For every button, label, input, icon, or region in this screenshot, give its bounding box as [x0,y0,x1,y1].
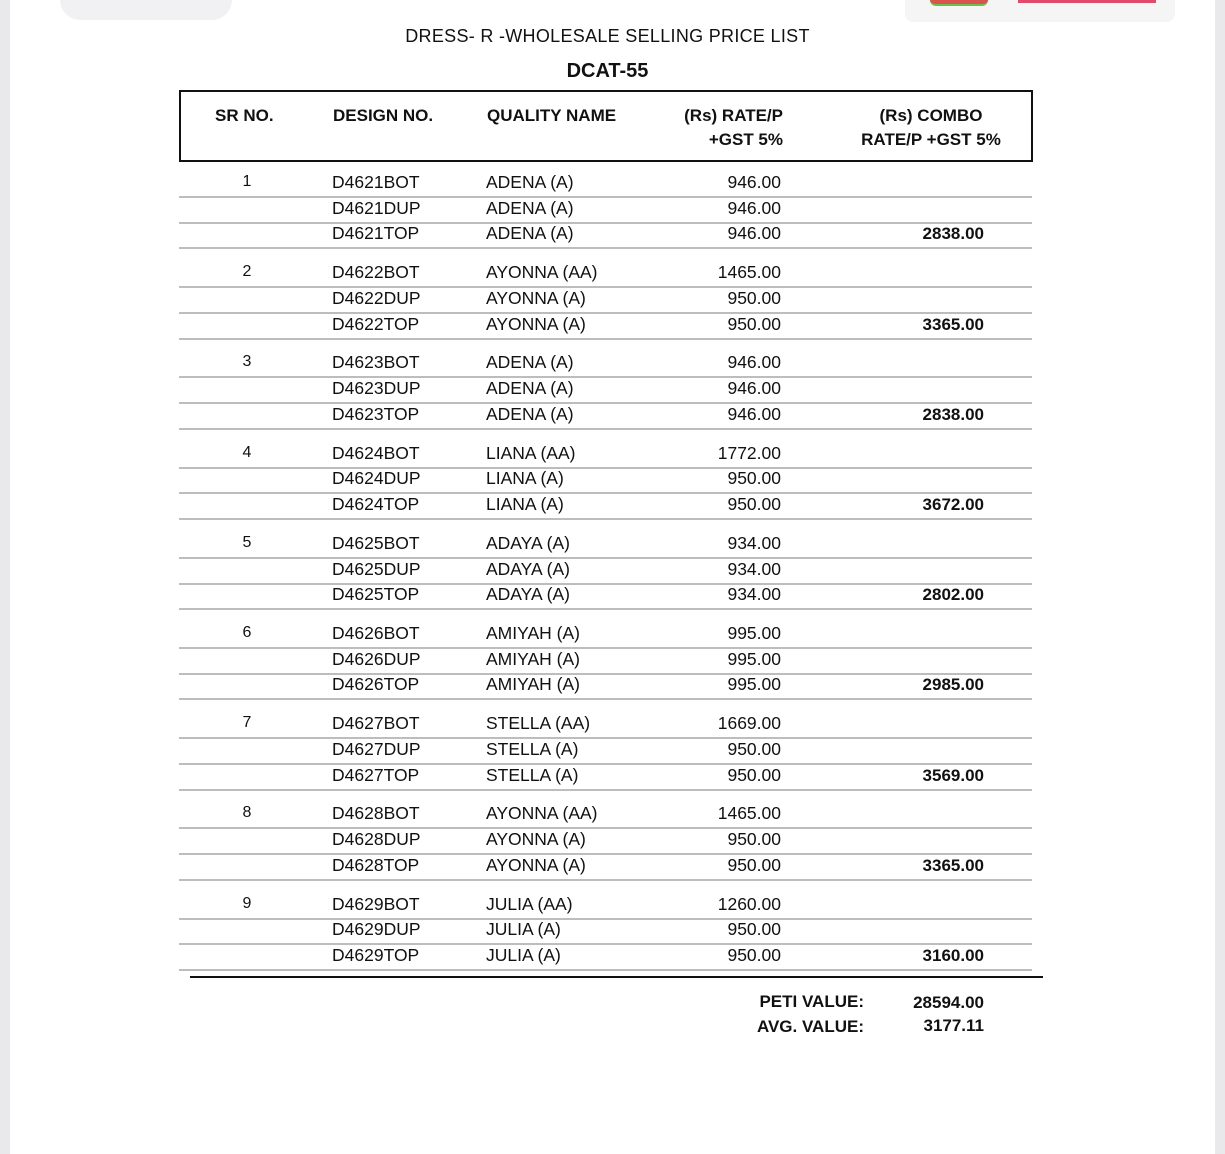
header-rate-line2: +GST 5% [708,130,783,149]
table-row [179,583,1032,609]
quality-name-cell: STELLA (A) [486,764,579,785]
catalog-code [0,60,1195,83]
rate-cell: 950.00 [727,494,781,514]
rate-cell: 946.00 [727,403,781,424]
table-row [179,764,1032,790]
rate-cell: 946.00 [727,352,781,373]
sr-no-cell: 7 [242,714,252,732]
rate-cell: 934.00 [727,584,781,605]
header-design-no: DESIGN NO. [333,106,434,125]
quality-name-cell: JULIA (AA) [486,893,573,914]
row-divider [179,969,1032,971]
rate-cell: 950.00 [727,764,781,785]
quality-name-cell: AYONNA (AA) [486,803,598,824]
quality-name-cell: AMIYAH (A) [486,648,580,669]
design-no-cell: D4628TOP [332,854,420,875]
rate-cell: 995.00 [727,648,781,669]
document-title [0,26,1195,47]
rate-cell: 1669.00 [717,713,781,734]
combo-rate-cell: 2838.00 [922,404,984,424]
sr-no-cell: 5 [242,533,252,551]
design-no-cell: D4622BOT [332,262,420,283]
design-no-cell: D4624TOP [332,494,420,514]
row-divider [179,879,1032,881]
rate-cell: 1260.00 [717,893,781,914]
row-divider [179,608,1032,610]
quality-name-cell: AMIYAH (A) [486,623,580,643]
quality-name-cell: ADENA (A) [486,378,574,399]
catalog-code-text: DCAT-55 [566,60,649,82]
design-no-cell: D4629TOP [332,945,420,965]
header-combo-line1: (Rs) COMBO [879,106,983,125]
header-combo-line2: RATE/P +GST 5% [861,130,1001,149]
rate-cell: 934.00 [727,558,781,579]
quality-name-cell: AYONNA (A) [486,854,586,875]
quality-name-cell: AYONNA (A) [486,829,586,850]
quality-name-cell: AYONNA (A) [486,287,586,308]
peti-value: 28594.00 [913,993,984,1012]
design-no-cell: D4625BOT [332,532,420,553]
quality-name-cell: ADENA (A) [486,172,574,192]
design-no-cell: D4623BOT [332,352,420,373]
rate-cell: 950.00 [727,738,781,759]
sr-no-cell: 6 [242,624,252,641]
sr-no-cell: 4 [242,443,252,461]
table-row [179,738,1032,764]
design-no-cell: D4626DUP [332,648,421,669]
design-no-cell: D4628DUP [332,829,421,850]
design-no-cell: D4623DUP [332,378,421,399]
header-combo [841,104,1021,152]
quality-name-cell: ADAYA (A) [486,584,570,605]
peti-value-label: PETI VALUE: [759,992,864,1011]
quality-name-cell: STELLA (A) [486,738,579,759]
header-sr-no: SR NO. [215,106,274,125]
quality-name-cell: ADENA (A) [486,197,574,218]
table-row [179,287,1032,313]
rate-cell: 946.00 [727,223,781,244]
table-row [179,918,1032,944]
quality-name-cell: LIANA (AA) [486,442,576,463]
design-no-cell: D4625TOP [332,584,420,605]
design-no-cell: D4626TOP [332,674,420,695]
table-row [179,442,1032,468]
quality-name-cell: ADENA (A) [486,352,574,373]
table-row [179,222,1032,248]
table-row [179,673,1032,699]
design-no-cell: D4622DUP [332,287,421,308]
design-no-cell: D4623TOP [332,403,420,424]
table-row [179,403,1032,429]
design-no-cell: D4628BOT [332,803,420,824]
design-no-cell: D4625DUP [332,558,421,579]
row-divider [179,698,1032,700]
combo-rate-cell: 3569.00 [922,765,984,785]
header-rate [684,104,783,152]
rate-cell: 950.00 [727,854,781,875]
combo-rate-cell: 3160.00 [922,946,984,965]
quality-name-cell: AYONNA (A) [486,313,586,334]
design-no-cell: D4624BOT [332,442,420,463]
sr-no-cell: 8 [242,804,252,822]
brand-logo-right [1018,0,1156,3]
sr-no-cell: 3 [242,353,252,371]
design-no-cell: D4629DUP [332,919,421,940]
design-no-cell: D4621BOT [332,172,420,192]
toolbar-pill[interactable] [60,0,232,20]
rate-cell: 950.00 [727,945,781,965]
quality-name-cell: LIANA (A) [486,468,564,489]
table-row [179,648,1032,674]
quality-name-cell: LIANA (A) [486,494,564,514]
table-row [179,622,1032,648]
quality-name-cell: ADAYA (A) [486,558,570,579]
rate-cell: 950.00 [727,919,781,940]
row-divider [179,428,1032,430]
rate-cell: 946.00 [727,378,781,399]
table-row [179,313,1032,339]
sr-no-cell: 9 [242,894,252,912]
combo-rate-cell: 3365.00 [922,314,984,334]
design-no-cell: D4629BOT [332,893,420,914]
rate-cell: 995.00 [727,674,781,695]
table-row [179,351,1032,377]
rate-cell: 946.00 [727,197,781,218]
header-quality-name: QUALITY NAME [487,106,617,125]
rate-cell: 1772.00 [717,442,781,463]
combo-rate-cell: 2802.00 [922,585,984,605]
combo-rate-cell: 3672.00 [922,495,984,514]
sr-no-cell: 2 [242,263,252,281]
table-row [179,171,1032,197]
rate-cell: 950.00 [727,313,781,334]
row-divider [179,338,1032,340]
design-no-cell: D4621DUP [332,197,421,218]
quality-name-cell: ADENA (A) [486,403,574,424]
table-row [179,558,1032,584]
total-divider [190,976,1043,978]
quality-name-cell: JULIA (A) [486,919,561,940]
avg-value-label: AVG. VALUE: [756,1017,864,1036]
rate-cell: 950.00 [727,287,781,308]
rate-cell: 1465.00 [717,262,781,283]
quality-name-cell: ADAYA (A) [486,532,570,553]
design-no-cell: D4627DUP [332,738,421,759]
row-divider [179,247,1032,249]
table-row [179,467,1032,493]
row-divider [179,518,1032,520]
brand-logo-left [930,0,988,6]
sr-no-cell: 1 [242,173,252,190]
table-row [179,854,1032,880]
combo-rate-cell: 2838.00 [922,224,984,244]
quality-name-cell: ADENA (A) [486,223,574,244]
quality-name-cell: JULIA (A) [486,945,561,965]
row-divider [179,789,1032,791]
quality-name-cell: STELLA (AA) [486,713,591,734]
table-row [179,377,1032,403]
header-rate-line1: (Rs) RATE/P [684,106,783,125]
table-row [179,532,1032,558]
rate-cell: 950.00 [727,829,781,850]
table-header [179,90,1033,162]
table-row [179,197,1032,223]
table-row [179,712,1032,738]
table-row [179,493,1032,519]
combo-rate-cell: 3365.00 [922,855,984,875]
rate-cell: 950.00 [727,468,781,489]
table-row [179,944,1032,970]
rate-cell: 995.00 [727,623,781,643]
rate-cell: 1465.00 [717,803,781,824]
quality-name-cell: AMIYAH (A) [486,674,580,695]
design-no-cell: D4627TOP [332,764,420,785]
table-row [179,261,1032,287]
design-no-cell: D4624DUP [332,468,421,489]
design-no-cell: D4627BOT [332,713,420,734]
avg-value: 3177.11 [923,1016,984,1035]
combo-rate-cell: 2985.00 [922,675,984,695]
design-no-cell: D4621TOP [332,223,420,244]
document-title-text: DRESS- R -WHOLESALE SELLING PRICE LIST [405,26,810,46]
table-row [179,828,1032,854]
design-no-cell: D4622TOP [332,313,420,334]
design-no-cell: D4626BOT [332,623,420,643]
rate-cell: 934.00 [727,532,781,553]
quality-name-cell: AYONNA (AA) [486,262,598,283]
rate-cell: 946.00 [727,172,781,192]
table-row [179,802,1032,828]
table-row [179,893,1032,919]
